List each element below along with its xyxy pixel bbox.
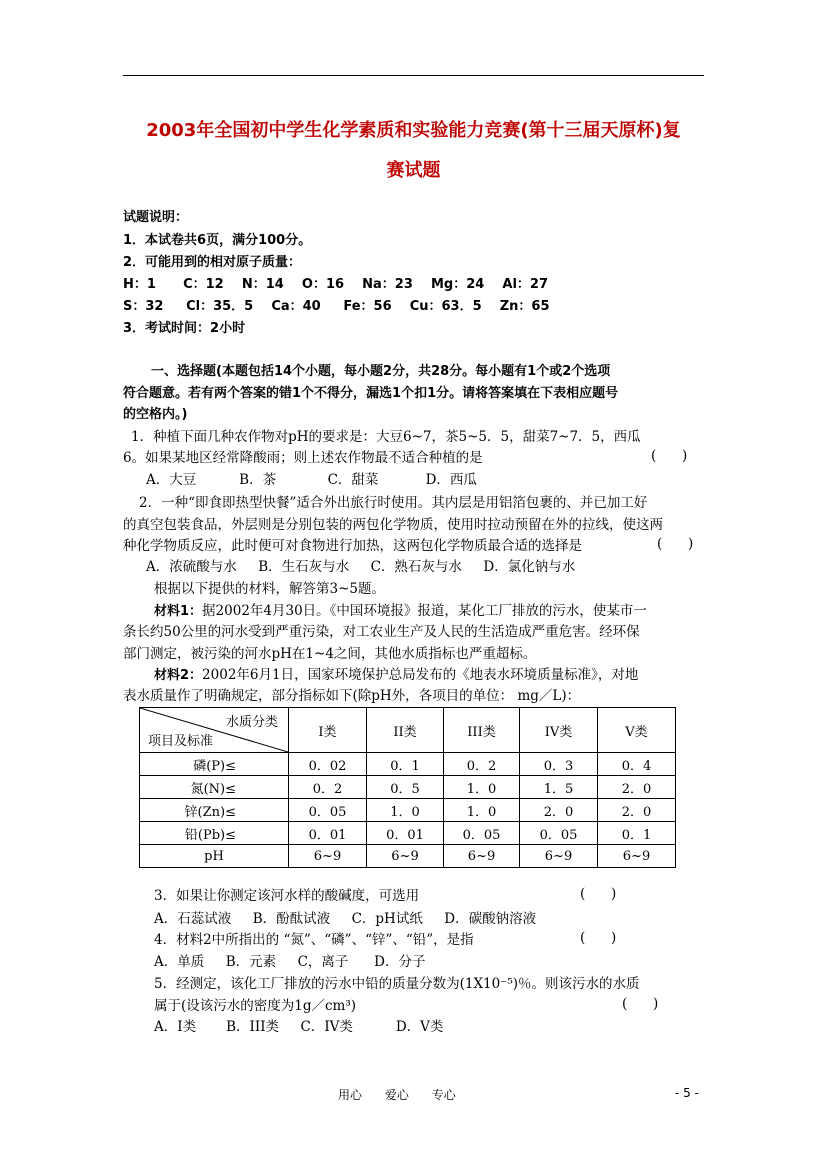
material-label: 材料2： (154, 668, 203, 683)
table-cell: 0．1 (367, 753, 444, 776)
water-quality-table (139, 707, 676, 868)
question-text: 的真空包装食品，外层则是分别包装的两包化学物质，使用时拉动预留在外的拉线，使这两 (123, 517, 663, 533)
table-cell: 0．05 (289, 799, 367, 822)
table-cell: 6~9 (520, 845, 598, 868)
row-label: pH (140, 845, 289, 868)
column-header: II类 (367, 708, 444, 753)
footer-motto: 用心 爱心 专心 (338, 1088, 456, 1102)
table-cell: 2．0 (520, 799, 598, 822)
column-header: I类 (289, 708, 367, 753)
material-label: 材料1： (154, 604, 203, 619)
question-options: A．浓硫酸与水 B．生石灰与水 C．熟石灰与水 D．氯化钠与水 (146, 559, 576, 575)
question-text: 3．如果让你测定该河水样的酸碱度，可选用 (154, 888, 420, 904)
instruction-item: 2．可能用到的相对原子质量： (123, 255, 302, 270)
answer-blank: ( ) (580, 930, 617, 946)
row-label: 氮(N)≤ (140, 776, 289, 799)
material-text: 2002年6月1日，国家环境保护总局发布的《地表水环境质量标准》，对地 (202, 667, 639, 683)
material-text: 表水质量作了明确规定，部分指标如下(除pH外，各项目的单位： mg／L)： (123, 688, 581, 704)
material-text: 据2002年4月30日。《中国环境报》报道，某化工厂排放的污水，使某市一 (202, 603, 647, 619)
table-cell: 2．0 (598, 776, 676, 799)
instructions-heading: 试题说明： (123, 210, 189, 225)
table-cell: 0．1 (598, 822, 676, 845)
instruction-item: 3．考试时间：2小时 (123, 321, 246, 336)
column-header: IV类 (520, 708, 598, 753)
column-header: III类 (444, 708, 520, 753)
table-cell: 6~9 (444, 845, 520, 868)
question-options: A．大豆 B．茶 C．甜菜 D．西瓜 (146, 472, 477, 488)
answer-blank: ( ) (651, 448, 688, 464)
table-row (140, 753, 676, 776)
table-header-row (140, 708, 676, 753)
corner-bottom-label: 项目及标准 (148, 734, 214, 749)
section-heading-cont: 的空格内。) (123, 407, 188, 422)
table-cell: 0．2 (444, 753, 520, 776)
table-row (140, 799, 676, 822)
question-text: 2．一种“即食即热型快餐”适合外出旅行时使用。其内层是用铝箔包裹的、并已加工好 (139, 495, 648, 511)
question-text: 1．种植下面几种农作物对pH的要求是：大豆6~7，茶5~5．5，甜菜7~7．5，西瓜 (131, 429, 641, 445)
header-rule (123, 75, 704, 76)
row-label: 磷(P)≤ (140, 753, 289, 776)
question-text: 5．经测定，该化工厂排放的污水中铅的质量分数为(1X10⁻⁵)％。则该污水的水质 (154, 976, 640, 992)
question-text: 属于(设该污水的密度为1g／cm³) (154, 998, 357, 1014)
table-cell: 0．05 (520, 822, 598, 845)
table-cell: 0．3 (520, 753, 598, 776)
question-text: 种化学物质反应，此时便可对食物进行加热，这两包化学物质最合适的选择是 (123, 538, 582, 554)
question-options: A．I类 B．III类 C．IV类 D．V类 (154, 1019, 444, 1035)
corner-top-label: 水质分类 (225, 715, 278, 730)
instruction-item: 1．本试卷共6页，满分100分。 (123, 233, 312, 248)
table-cell: 6~9 (598, 845, 676, 868)
table-cell: 0．02 (289, 753, 367, 776)
material-1 (154, 601, 647, 622)
table-cell: 0．05 (444, 822, 520, 845)
table-cell: 0．01 (367, 822, 444, 845)
table-cell: 2．0 (598, 799, 676, 822)
row-label: 铅(Pb)≤ (140, 822, 289, 845)
table-row (140, 822, 676, 845)
question-text: 6。如果某地区经常降酸雨；则上述农作物最不适合种植的是 (123, 450, 483, 466)
answer-blank: ( ) (580, 886, 617, 902)
atomic-masses: S：32 Cl：35．5 Ca：40 Fe：56 Cu：63．5 Zn：65 (123, 299, 550, 314)
table-cell: 6~9 (367, 845, 444, 868)
material-text: 部门测定，被污染的河水pH在1~4之间，其他水质指标也严重超标。 (123, 646, 537, 662)
question-options: A．单质 B．元素 C，离子 D．分子 (154, 954, 426, 970)
table-cell: 0．4 (598, 753, 676, 776)
material-2 (154, 665, 638, 686)
table-cell: 6~9 (289, 845, 367, 868)
page-title-continued: 赛试题 (386, 160, 441, 181)
table-cell: 0．2 (289, 776, 367, 799)
column-header: V类 (598, 708, 676, 753)
table-cell: 1．5 (520, 776, 598, 799)
materials-intro: 根据以下提供的材料，解答第3~5题。 (154, 581, 385, 597)
table-row (140, 776, 676, 799)
table-row (140, 845, 676, 868)
table-cell: 1．0 (444, 799, 520, 822)
page-number: - 5 - (675, 1086, 699, 1100)
question-text: 4．材料2中所指出的 “氮”、“磷”、“锌”、“铅”，是指 (154, 932, 474, 948)
material-text: 条长约50公里的河水受到严重污染，对工农业生产及人民的生活造成严重危害。经环保 (123, 624, 640, 640)
atomic-masses: H：1 C：12 N：14 O：16 Na：23 Mg：24 Al：27 (123, 277, 549, 292)
table-cell: 0．5 (367, 776, 444, 799)
row-label: 锌(Zn)≤ (140, 799, 289, 822)
table-cell: 0．01 (289, 822, 367, 845)
table-cell: 1．0 (367, 799, 444, 822)
page-title: 2003年全国初中学生化学素质和实验能力竞赛(第十三届天原杯)复 (146, 120, 681, 141)
question-options: A．石蕊试液 B．酚酞试液 C．pH试纸 D．碳酸钠溶液 (154, 911, 537, 927)
section-heading: 一、选择题(本题包括14个小题，每小题2分，共28分。每小题有1个或2个选项 (151, 364, 611, 379)
table-corner-cell (140, 708, 289, 753)
section-heading-cont: 符合题意。若有两个答案的错1个不得分，漏选1个扣1分。请将答案填在下表相应题号 (123, 386, 619, 401)
table-cell: 1．0 (444, 776, 520, 799)
answer-blank: ( ) (657, 536, 694, 552)
answer-blank: ( ) (622, 996, 659, 1012)
